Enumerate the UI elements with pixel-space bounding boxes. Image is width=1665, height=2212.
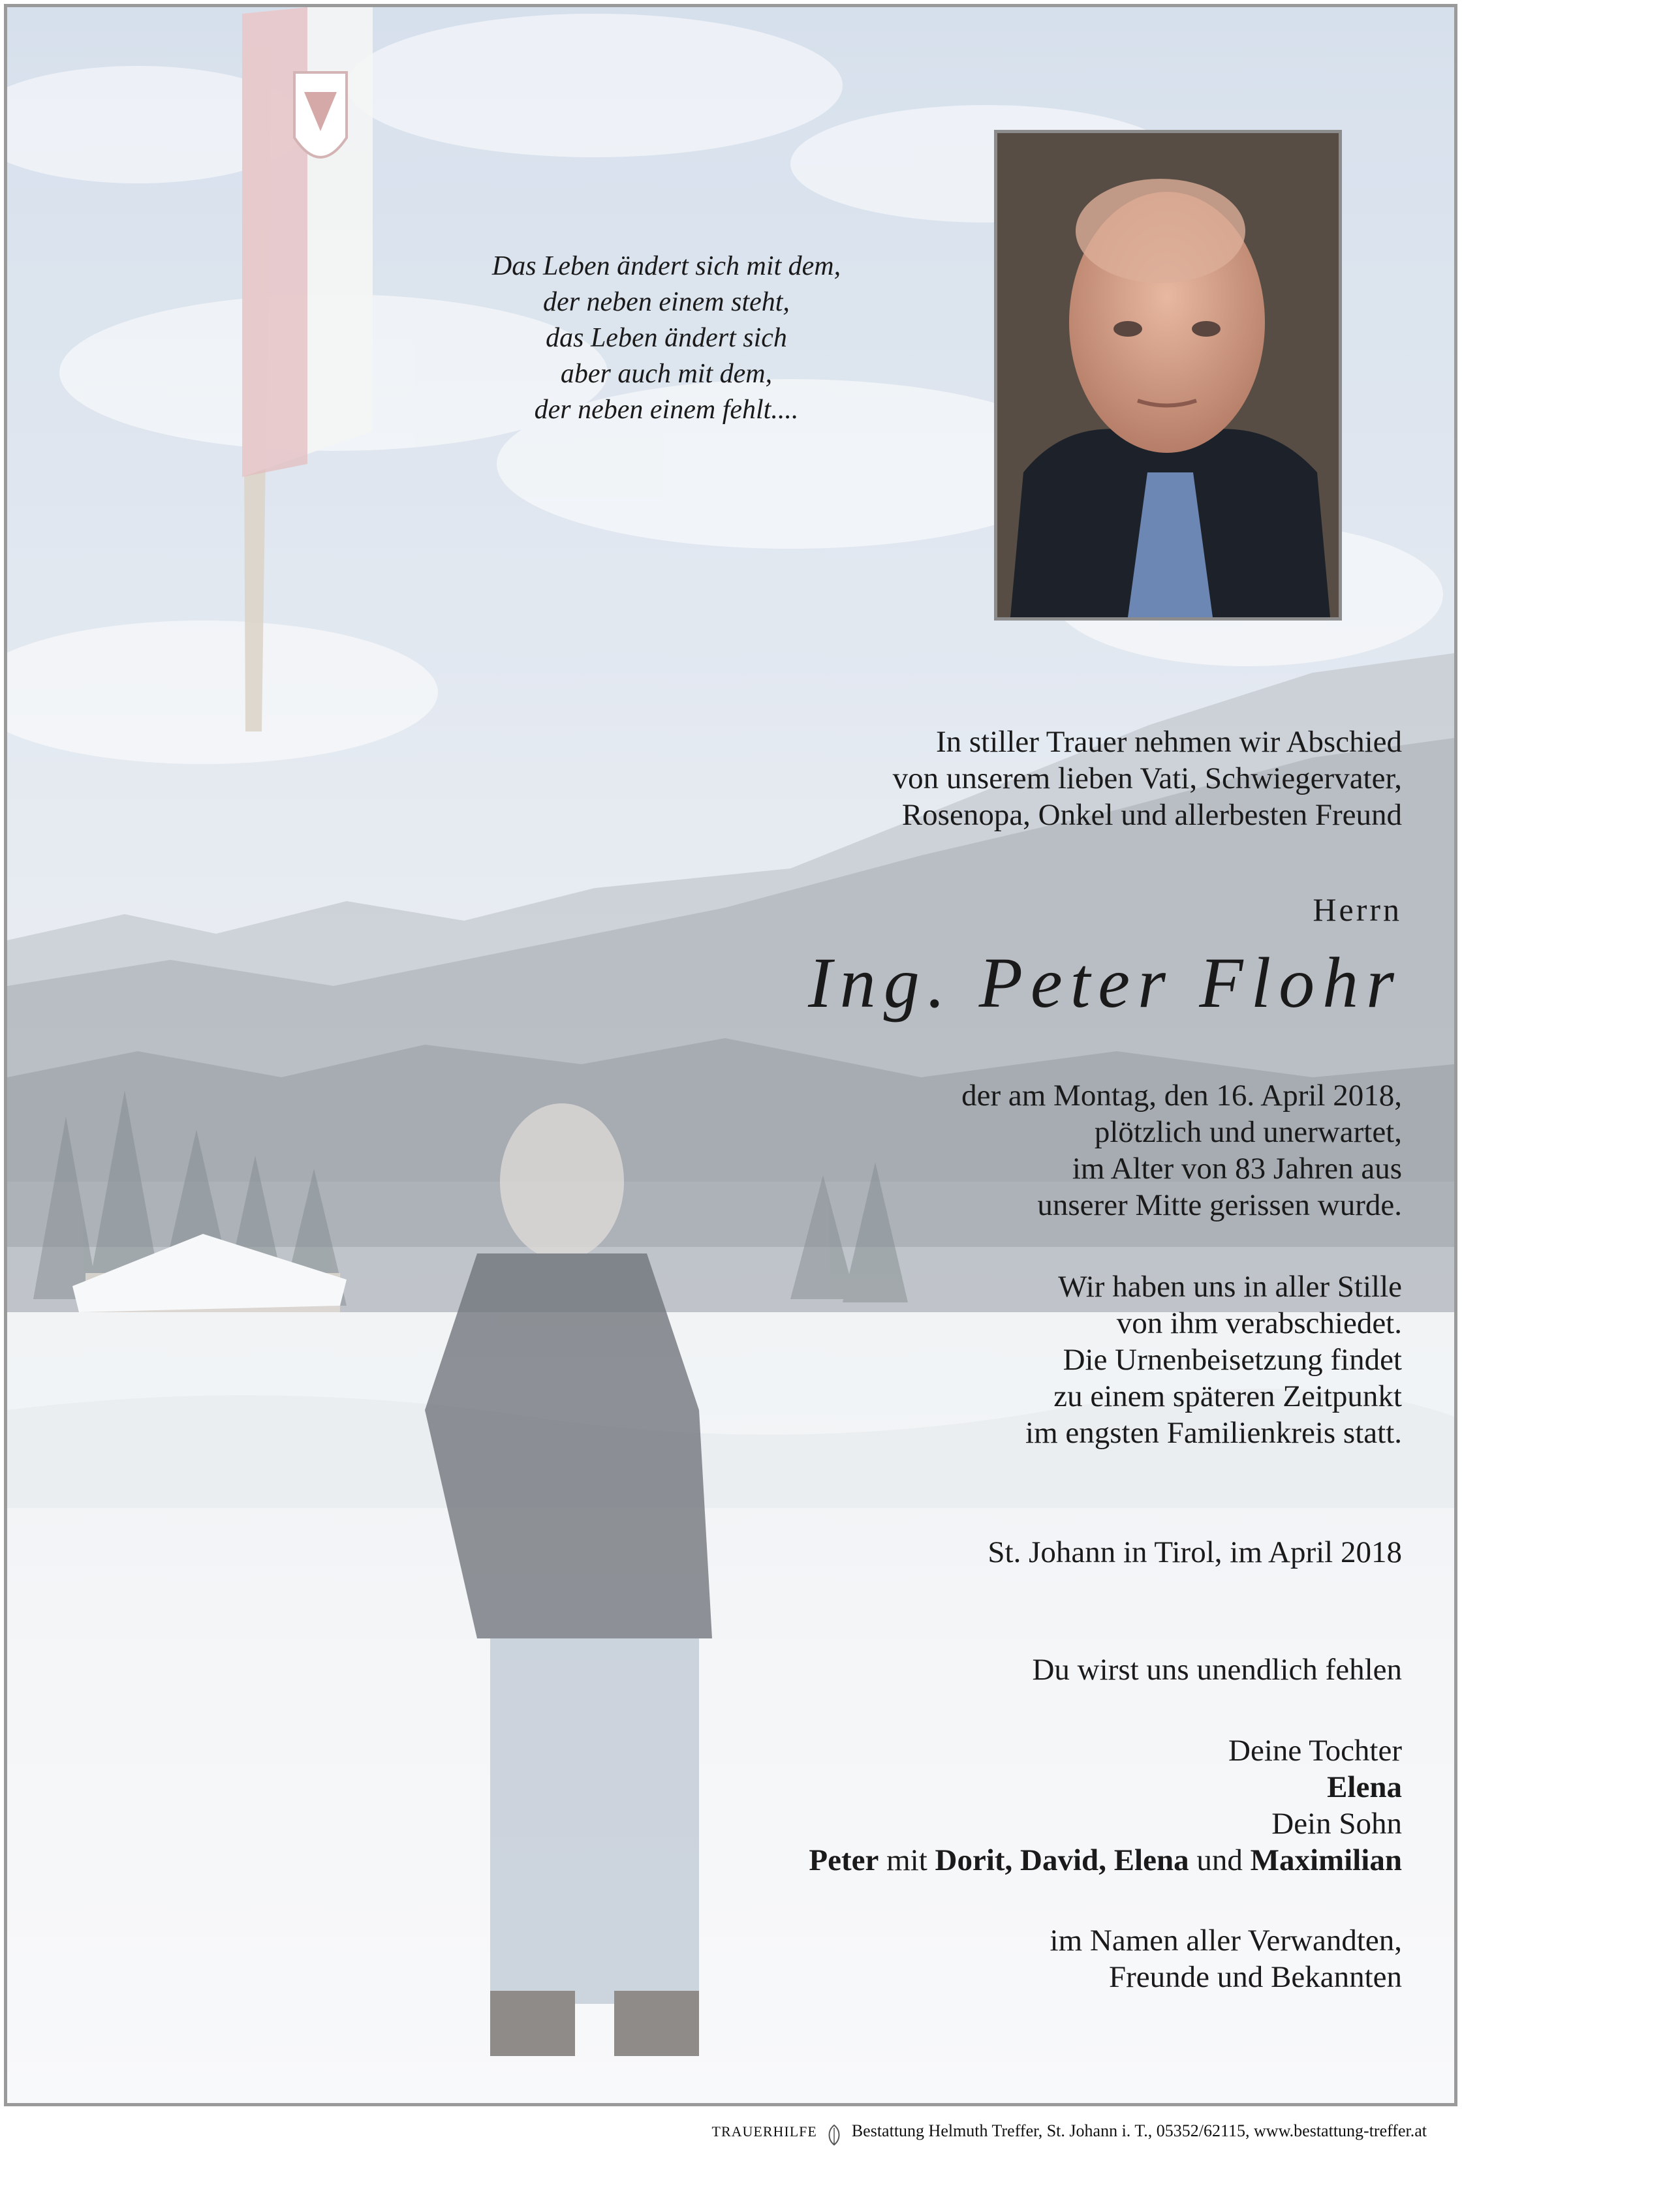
quote-line: das Leben ändert sich xyxy=(546,323,787,353)
memorial-quote xyxy=(386,249,947,428)
farewell-line: zu einem späteren Zeitpunkt xyxy=(1053,1379,1402,1413)
place-date: St. Johann in Tirol, im April 2018 xyxy=(988,1535,1402,1569)
word-und: und xyxy=(1196,1843,1243,1877)
farewell-line: von ihm verabschiedet. xyxy=(1116,1306,1402,1340)
footer-brand: TRAUERHILFE xyxy=(711,2123,817,2140)
intro-line: von unserem lieben Vati, Schwiegervater, xyxy=(892,761,1402,795)
farewell-text xyxy=(1025,1268,1402,1451)
leaf-icon xyxy=(825,2121,843,2143)
word-mit: mit xyxy=(886,1843,927,1877)
portrait-photo xyxy=(994,130,1342,621)
son-label: Dein Sohn xyxy=(1271,1807,1402,1841)
quote-line: aber auch mit dem, xyxy=(560,359,773,389)
son-line xyxy=(809,1842,1402,1879)
family-names: Dorit, David, Elena xyxy=(935,1843,1189,1877)
footer xyxy=(0,2112,1665,2151)
death-line: der am Montag, den 16. April 2018, xyxy=(961,1079,1402,1113)
relatives-line: Freunde und Bekannten xyxy=(1108,1960,1402,1994)
deceased-name: Ing. Peter Flohr xyxy=(808,943,1402,1022)
family-block xyxy=(809,1732,1402,1879)
last-name: Maximilian xyxy=(1250,1843,1402,1877)
relatives-line: im Namen aller Verwandten, xyxy=(1050,1924,1402,1958)
notice-frame xyxy=(4,4,1457,2106)
daughter-label: Deine Tochter xyxy=(1228,1734,1402,1768)
intro-text xyxy=(893,724,1402,833)
intro-line: In stiller Trauer nehmen wir Abschied xyxy=(935,725,1402,759)
intro-line: Rosenopa, Onkel und allerbesten Freund xyxy=(901,798,1402,832)
relatives-text xyxy=(1050,1922,1402,1995)
footer-text: Bestattung Helmuth Treffer, St. Johann i. T., 05352/62115, www.bestattung-treffer.at xyxy=(851,2121,1427,2140)
farewell-line: Die Urnenbeisetzung findet xyxy=(1063,1343,1402,1377)
death-line: plötzlich und unerwartet, xyxy=(1094,1115,1402,1149)
son-name: Peter xyxy=(809,1843,879,1877)
daughter-name: Elena xyxy=(1327,1770,1402,1804)
salutation: Herrn xyxy=(1313,891,1402,928)
death-notice xyxy=(961,1077,1402,1223)
miss-line: Du wirst uns unendlich fehlen xyxy=(1032,1653,1402,1687)
farewell-line: Wir haben uns in aller Stille xyxy=(1058,1270,1402,1304)
quote-line: der neben einem fehlt.... xyxy=(534,395,799,425)
quote-line: der neben einem steht, xyxy=(543,287,790,317)
death-line: unserer Mitte gerissen wurde. xyxy=(1037,1188,1402,1222)
farewell-line: im engsten Familienkreis statt. xyxy=(1025,1416,1402,1450)
quote-line: Das Leben ändert sich mit dem, xyxy=(491,251,841,281)
death-line: im Alter von 83 Jahren aus xyxy=(1072,1152,1402,1186)
